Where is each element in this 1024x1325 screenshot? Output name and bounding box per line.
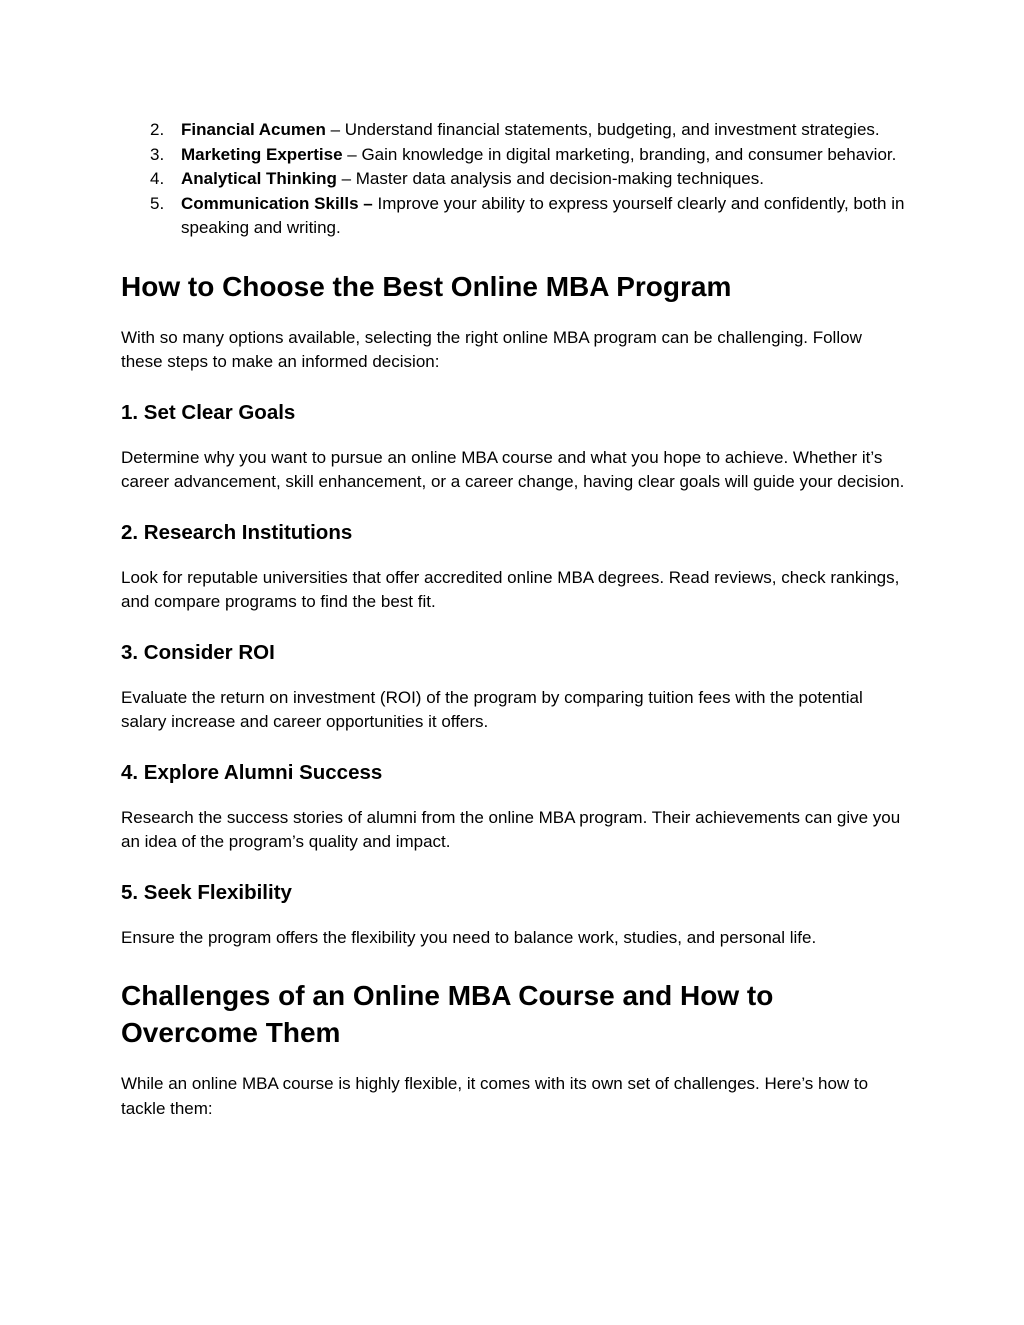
list-item	[121, 118, 907, 143]
step-heading-alumni: 4. Explore Alumni Success	[121, 760, 383, 784]
step-heading-research: 2. Research Institutions	[121, 520, 353, 544]
list-item-text: – Understand financial statements, budgeting, and investment strategies.	[325, 120, 880, 139]
choose-section-intro: With so many options available, selecting the right online MBA program can be challenging. Follow these steps to make an informed decision:	[121, 327, 862, 371]
step-body-flexibility: Ensure the program offers the flexibility you need to balance work, studies, and personal life.	[121, 927, 817, 947]
skills-list	[121, 118, 907, 241]
step-heading-roi: 3. Consider ROI	[121, 640, 275, 664]
list-number: 4.	[150, 169, 165, 188]
list-item-title: Financial Acumen	[181, 120, 326, 139]
step-heading-set-goals: 1. Set Clear Goals	[121, 400, 296, 424]
list-number: 5.	[150, 193, 165, 213]
list-item	[121, 192, 907, 241]
list-item-text: Improve your ability to express yourself clearly and confidently, both in speaking and writing.	[181, 193, 905, 237]
step-body-research: Look for reputable universities that offer accredited online MBA degrees. Read reviews, check rankings, and compare programs to find the best fit.	[121, 567, 900, 611]
list-number: 3.	[150, 144, 165, 164]
list-item-title: Analytical Thinking	[181, 169, 337, 188]
list-item-title: Communication Skills –	[181, 193, 373, 213]
list-number: 2.	[150, 120, 165, 139]
list-item	[121, 143, 907, 168]
step-body-alumni: Research the success stories of alumni from the online MBA program. Their achievements can give you an idea of the program’s quality and impact.	[121, 807, 901, 851]
challenges-section-heading: Challenges of an Online MBA Course and How to Overcome Them	[121, 980, 774, 1048]
step-heading-flexibility: 5. Seek Flexibility	[121, 880, 292, 904]
step-body-set-goals: Determine why you want to pursue an online MBA course and what you hope to achieve. Whether it’s career advancement, skill enhancement, or a career change, having clear goals will guide your decision.	[121, 447, 905, 491]
choose-section-heading: How to Choose the Best Online MBA Program	[121, 270, 732, 302]
list-item-text: – Gain knowledge in digital marketing, branding, and consumer behavior.	[342, 144, 897, 164]
list-item-text: – Master data analysis and decision-making techniques.	[336, 169, 764, 188]
document-content	[121, 118, 907, 1121]
challenges-section-intro: While an online MBA course is highly flexible, it comes with its own set of challenges. Here’s how to tackle them:	[121, 1074, 869, 1118]
list-item	[121, 167, 907, 192]
list-item-title: Marketing Expertise	[181, 144, 343, 164]
step-body-roi: Evaluate the return on investment (ROI) of the program by comparing tuition fees with the potential salary increase and career opportunities it offers.	[121, 687, 863, 731]
